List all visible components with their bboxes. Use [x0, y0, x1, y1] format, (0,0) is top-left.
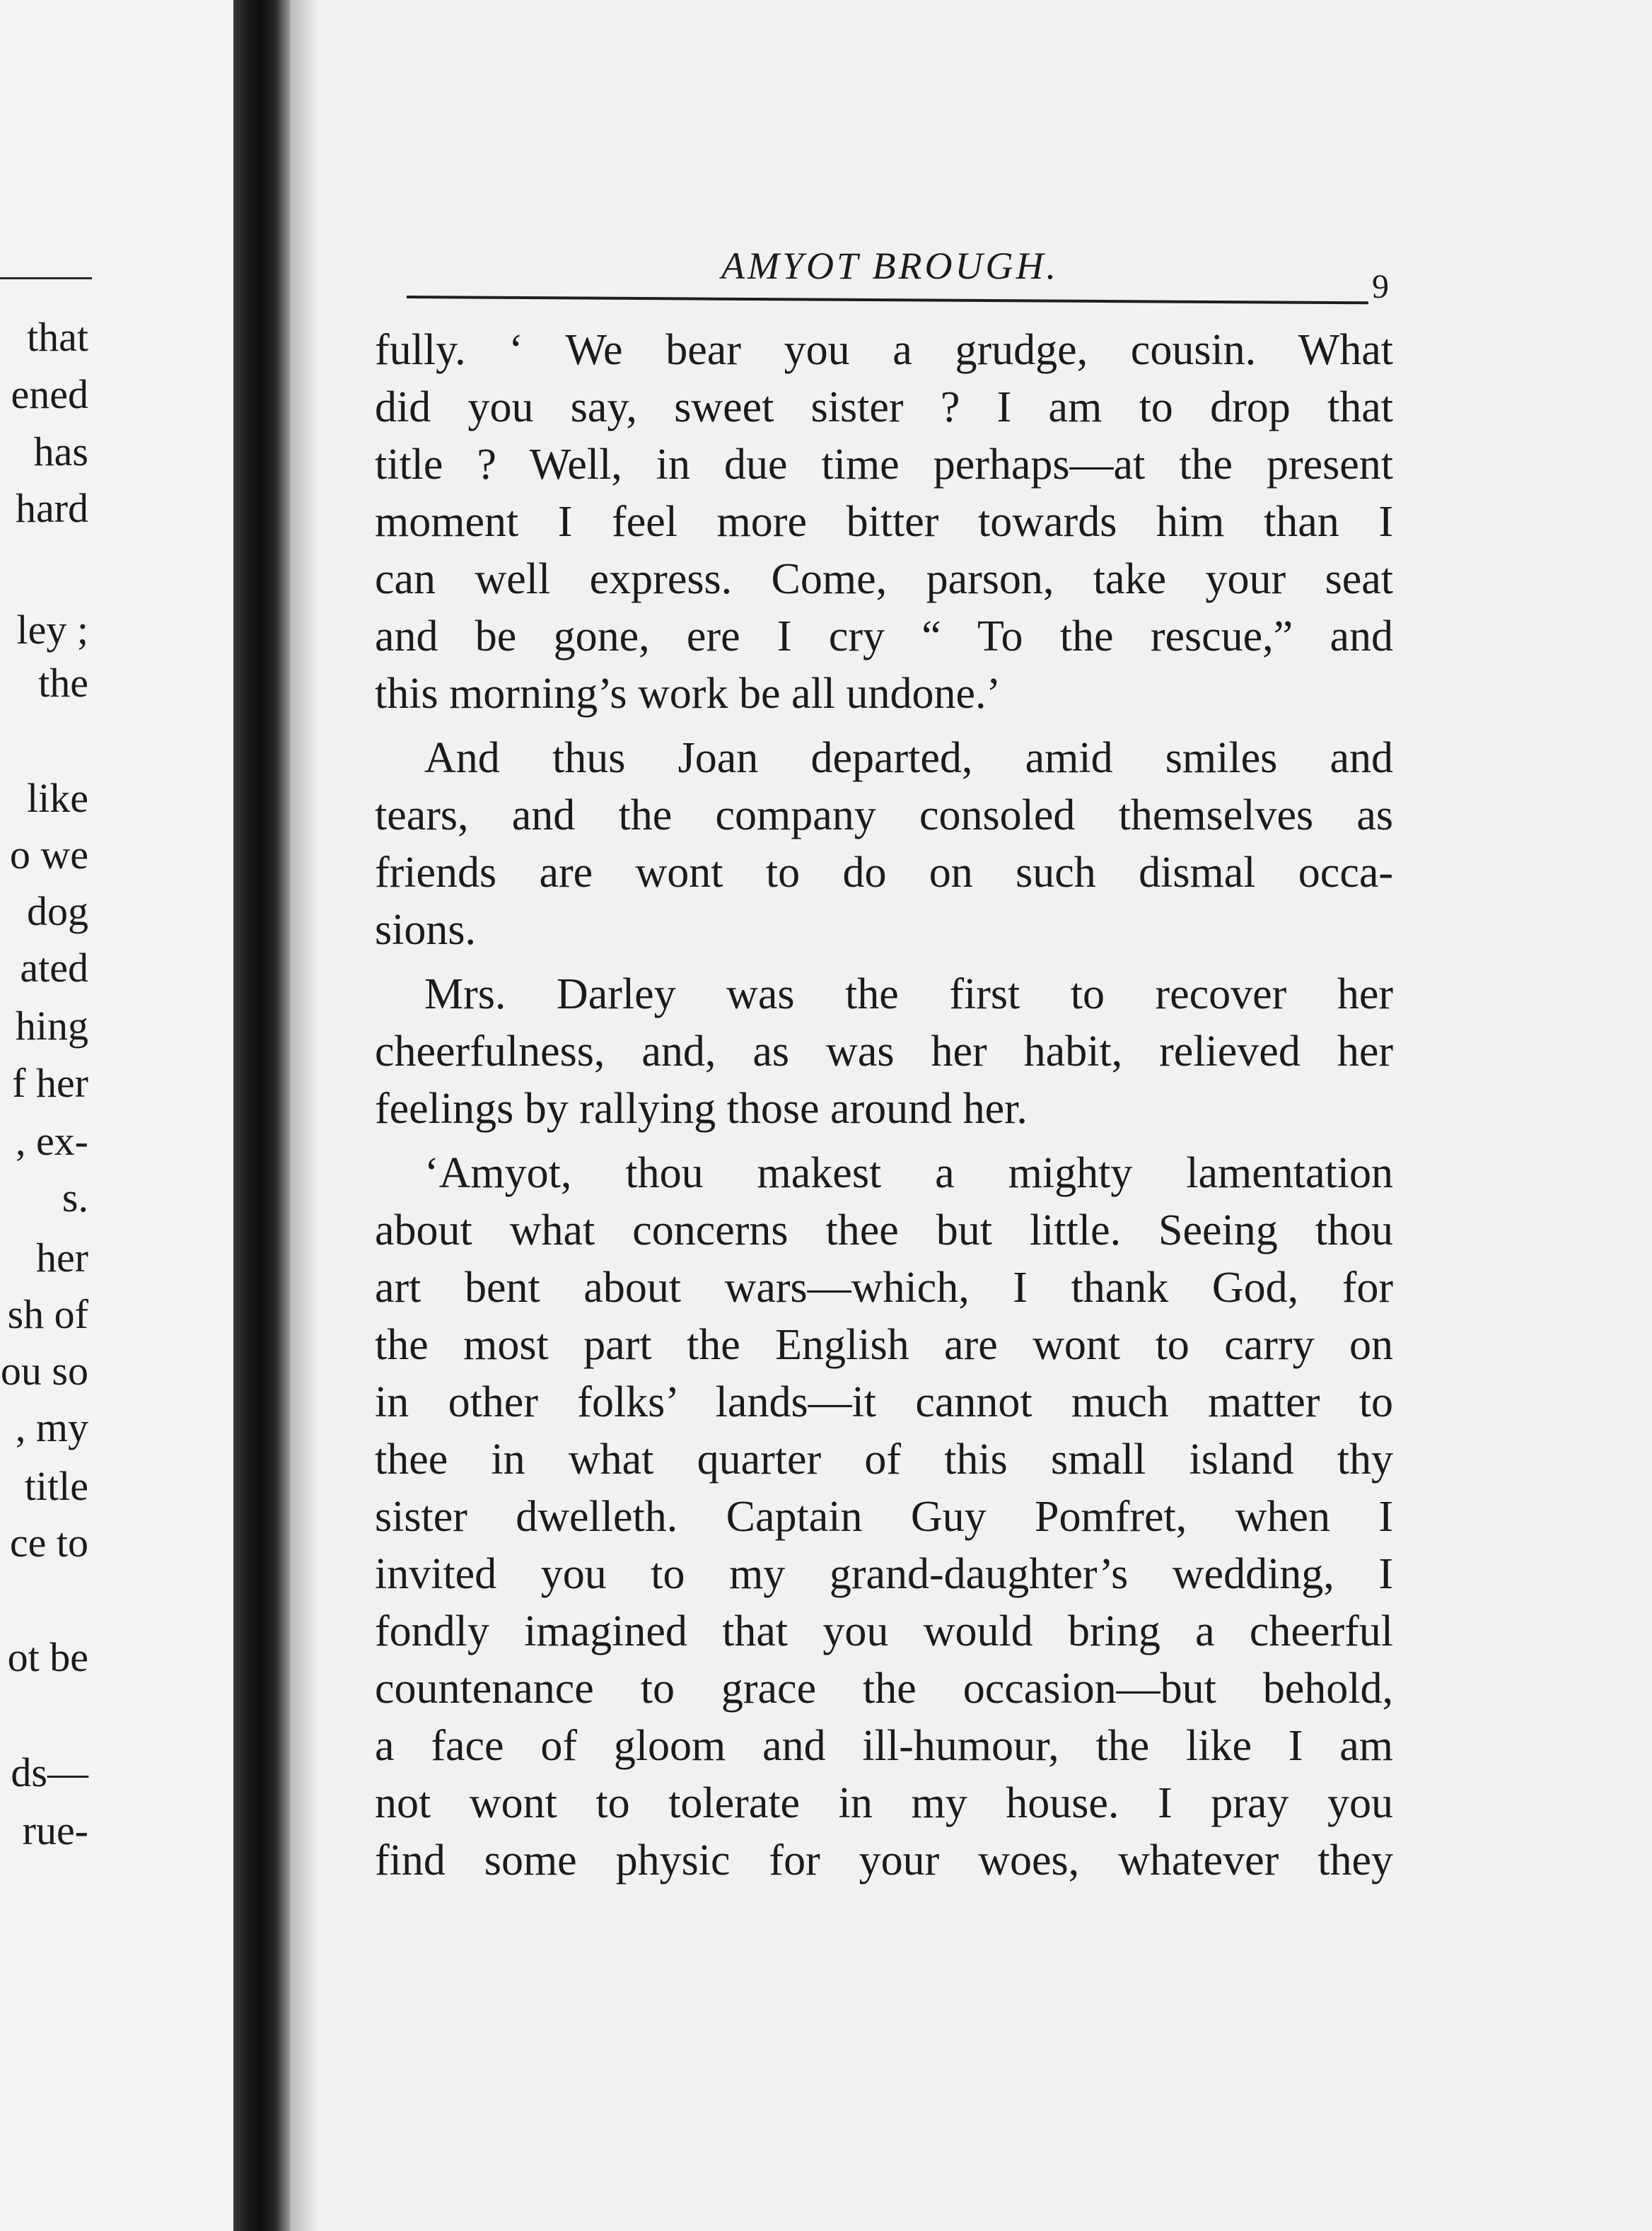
previous-page-line: that: [27, 314, 88, 360]
text-line: invited you to my grand-daughter’s wedding, I: [375, 1550, 1393, 1598]
paragraph-gap: [375, 959, 1393, 966]
previous-page-line: ated: [20, 945, 88, 991]
paragraph-first-line: And thus Joan departed, amid smiles and: [424, 734, 1393, 782]
previous-page-header-rule: [0, 277, 92, 279]
previous-page-line: hard: [15, 485, 88, 531]
header-rule: [407, 296, 1368, 304]
text-line: and be gone, ere I cry “ To the rescue,” and: [375, 612, 1393, 660]
text-line: find some physic for your woes, whatever they: [375, 1836, 1393, 1885]
text-line: in other folks’ lands—it cannot much matter to: [375, 1378, 1393, 1426]
text-line: countenance to grace the occasion—but behold,: [375, 1665, 1393, 1713]
text-line: not wont to tolerate in my house. I pray you: [375, 1779, 1393, 1827]
previous-page-line: ce to: [9, 1520, 88, 1566]
text-line: art bent about wars—which, I thank God, for: [375, 1264, 1393, 1312]
text-line: title ? Well, in due time perhaps—at the present: [375, 441, 1393, 489]
previous-page-line: , my: [15, 1404, 88, 1450]
text-line: can well express. Come, parson, take your seat: [375, 555, 1393, 603]
previous-page-line: ened: [11, 371, 88, 417]
previous-page-line: ds—: [11, 1749, 88, 1795]
gutter-fade: [290, 0, 318, 2231]
text-line: fondly imagined that you would bring a cheerful: [375, 1607, 1393, 1655]
text-line: did you say, sweet sister ? I am to drop that: [375, 383, 1393, 431]
page-number: 9: [1372, 268, 1389, 305]
text-line: about what concerns thee but little. Seeing thou: [375, 1206, 1393, 1254]
paragraph-first-line: Mrs. Darley was the first to recover her: [424, 970, 1393, 1018]
text-line: friends are wont to do on such dismal occa-: [375, 849, 1393, 897]
text-line: this morning’s work be all undone.’: [375, 670, 1001, 718]
previous-page-line: her: [35, 1235, 88, 1281]
text-line: sister dwelleth. Captain Guy Pomfret, when I: [375, 1493, 1393, 1541]
previous-page-line: f her: [12, 1060, 88, 1106]
text-line: cheerfulness, and, as was her habit, relieved her: [375, 1027, 1393, 1076]
text-line: feelings by rallying those around her.: [375, 1085, 1028, 1133]
page-body-text: [375, 322, 1393, 1889]
running-title: AMYOT BROUGH.: [721, 245, 1059, 287]
previous-page-line: ou so: [0, 1348, 88, 1394]
text-line: sions.: [375, 906, 476, 954]
previous-page-line: rue-: [22, 1807, 88, 1853]
text-line: moment I feel more bitter towards him than I: [375, 498, 1393, 546]
previous-page-line: title: [24, 1463, 88, 1509]
book-gutter-shadow: [233, 0, 290, 2231]
text-line: fully. ‘ We bear you a grudge, cousin. What: [375, 326, 1393, 374]
paragraph-first-line: ‘Amyot, thou makest a mighty lamentation: [424, 1149, 1393, 1197]
previous-page-line: hing: [15, 1003, 88, 1049]
previous-page-edge: [0, 0, 233, 2231]
previous-page-line: ot be: [7, 1634, 88, 1680]
text-line: thee in what quarter of this small island thy: [375, 1435, 1393, 1484]
previous-page-line: dog: [27, 888, 88, 934]
previous-page-line: s.: [62, 1175, 88, 1221]
previous-page-line: has: [33, 429, 88, 474]
previous-page-line: sh of: [7, 1291, 88, 1337]
previous-page-line: ley ;: [16, 607, 88, 653]
text-line: tears, and the company consoled themselves as: [375, 791, 1393, 839]
previous-page-line: , ex-: [15, 1118, 88, 1164]
previous-page-line: o we: [9, 832, 88, 878]
previous-page-line: like: [27, 775, 88, 821]
paragraph-gap: [375, 1138, 1393, 1145]
paragraph-gap: [375, 723, 1393, 730]
text-line: the most part the English are wont to carry on: [375, 1321, 1393, 1369]
text-line: a face of gloom and ill-humour, the like I am: [375, 1722, 1393, 1770]
previous-page-line: the: [38, 660, 88, 706]
